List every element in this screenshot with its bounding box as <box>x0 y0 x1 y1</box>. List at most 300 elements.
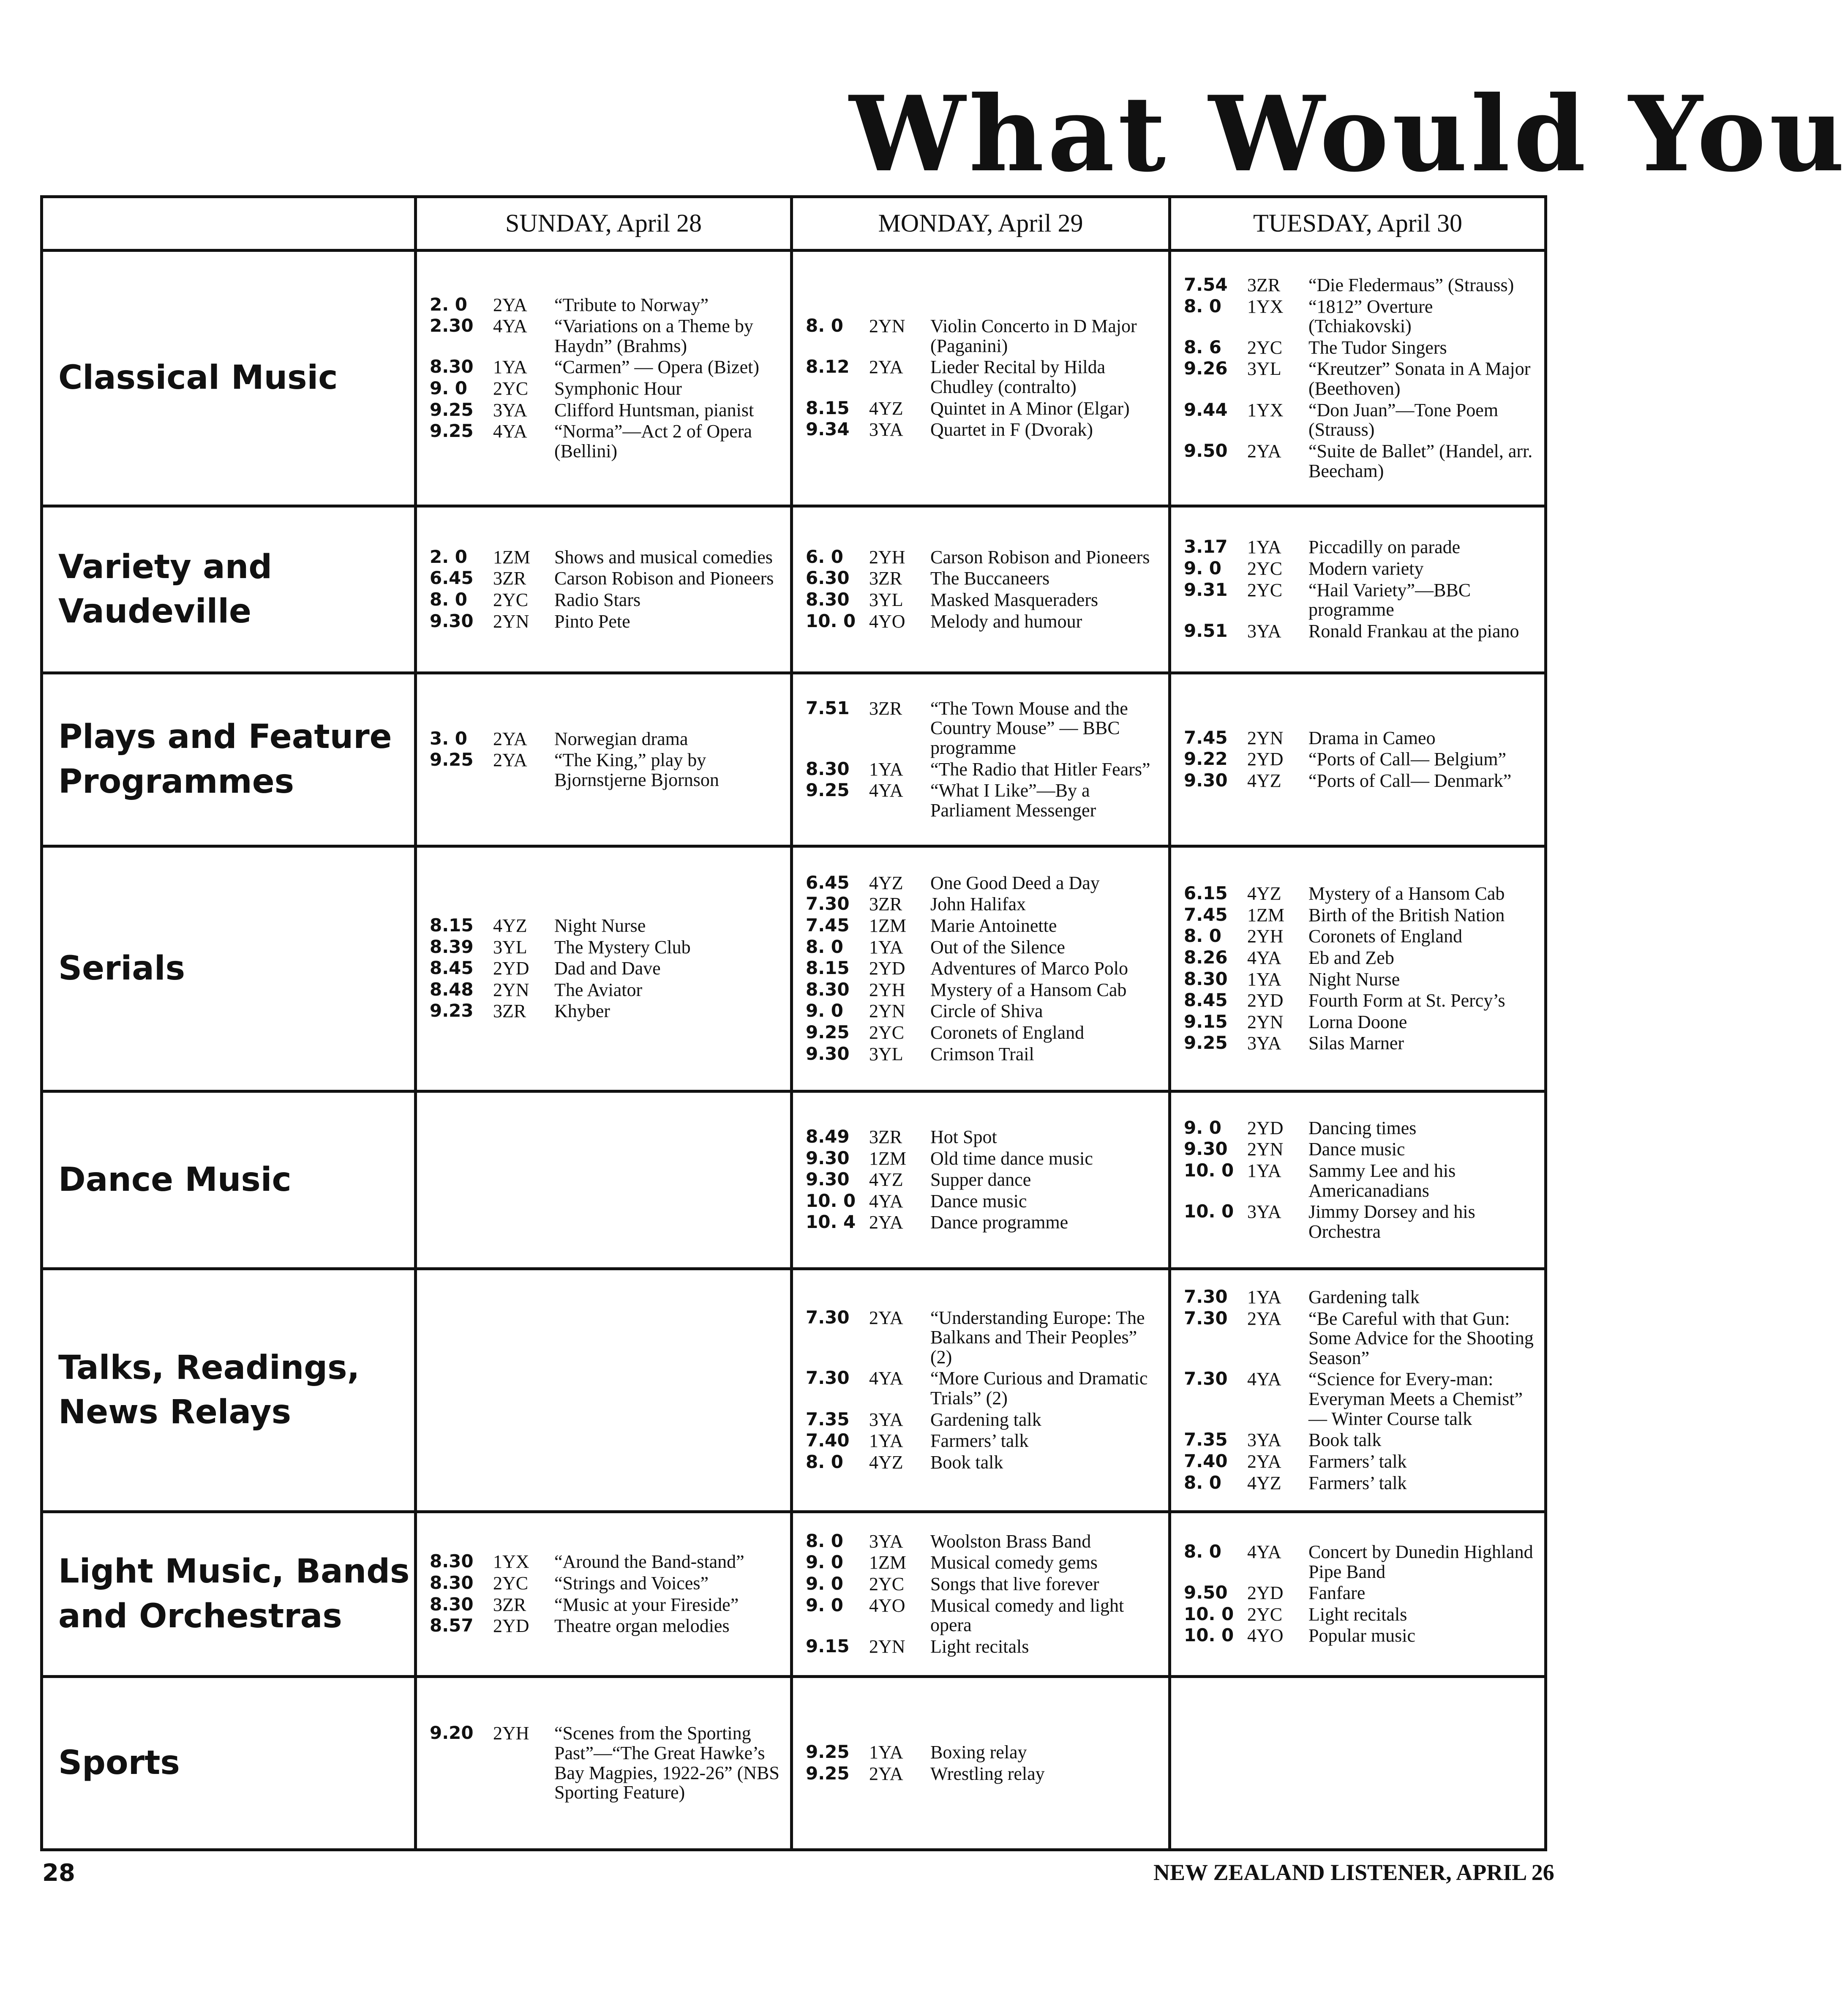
entry-description: Symphonic Hour <box>554 378 682 399</box>
entry-time: 10. 0 <box>806 610 856 631</box>
entry-time: 7.45 <box>1184 727 1228 748</box>
entry-description: “Ports of Call— Denmark” <box>1308 770 1512 791</box>
schedule-cell <box>1170 251 1546 506</box>
entry-description: “Scenes from the Sporting Past”—“The Great Hawke’s Bay Magpies, 1922-26” (NBS Sporting Feature) <box>554 1723 780 1803</box>
entry-station: 4YA <box>869 780 903 801</box>
programme-entry <box>1184 1430 1539 1450</box>
entry-description: “Suite de Ballet” (Handel, arr. Beecham) <box>1308 440 1533 481</box>
schedule-cell <box>792 673 1170 846</box>
programme-entry <box>1184 1034 1539 1053</box>
entry-time: 8.48 <box>430 979 474 1000</box>
programme-entry <box>1184 750 1539 769</box>
entry-station: 3ZR <box>869 1126 902 1147</box>
entry-station: 3ZR <box>493 1001 526 1022</box>
entry-description: “More Curious and Dramatic Trials” (2) <box>930 1368 1148 1408</box>
entry-time: 8. 0 <box>806 315 844 336</box>
programme-entry <box>806 1149 1163 1169</box>
entry-time: 3.17 <box>1184 536 1228 557</box>
entry-time: 8.30 <box>430 1551 474 1572</box>
entry-time: 9.25 <box>806 1022 850 1043</box>
entry-description: “The Radio that Hitler Fears” <box>930 759 1150 780</box>
entry-description: Gardening talk <box>1308 1286 1420 1307</box>
programme-entry <box>430 729 785 749</box>
entry-station: 2YC <box>1247 579 1283 600</box>
entry-description: Boxing relay <box>930 1741 1027 1763</box>
entry-description: Night Nurse <box>554 915 646 936</box>
entry-description: Dad and Dave <box>554 958 661 979</box>
entry-station: 1YA <box>869 1741 903 1763</box>
entry-description: Night Nurse <box>1308 969 1400 990</box>
programme-entry <box>1184 581 1539 620</box>
entry-time: 9. 0 <box>430 378 468 398</box>
schedule-cell <box>416 1269 792 1512</box>
category-label: Serials <box>42 846 416 1091</box>
entry-station: 2YN <box>1247 1139 1284 1160</box>
programme-entry <box>430 1595 785 1615</box>
entry-time: 9.30 <box>806 1043 850 1064</box>
programme-entry <box>1184 1202 1539 1242</box>
entry-station: 2YA <box>1247 1308 1281 1329</box>
entry-description: Ronald Frankau at the piano <box>1308 620 1519 641</box>
entry-station: 1ZM <box>1247 904 1284 925</box>
entry-description: Mystery of a Hansom Cab <box>930 979 1127 1000</box>
entry-time: 7.40 <box>806 1430 850 1451</box>
entry-time: 9.15 <box>806 1635 850 1656</box>
entry-description: “The King,” play by Bjornstjerne Bjornson <box>554 750 719 790</box>
programme-entry <box>1184 1161 1539 1201</box>
entry-station: 3YA <box>1247 620 1281 641</box>
category-row <box>42 1512 1546 1677</box>
entry-station: 2YA <box>1247 440 1281 461</box>
programme-entry <box>806 357 1163 397</box>
entry-time: 8.30 <box>430 356 474 377</box>
entry-time: 7.54 <box>1184 274 1228 295</box>
entry-time: 8. 0 <box>806 1530 844 1551</box>
programme-entry <box>806 1170 1163 1190</box>
entry-description: Light recitals <box>1308 1604 1407 1625</box>
entry-station: 1YX <box>1247 399 1284 420</box>
programme-entry <box>430 980 785 1000</box>
entry-time: 7.30 <box>1184 1368 1228 1389</box>
entry-time: 9.23 <box>430 1000 474 1021</box>
entry-station: 4YZ <box>1247 883 1281 904</box>
entry-description: Clifford Huntsman, pianist <box>554 399 754 420</box>
category-label: Sports <box>42 1677 416 1850</box>
category-label: Classical Music <box>42 251 416 506</box>
entry-time: 9.25 <box>806 1741 850 1762</box>
entry-station: 4YZ <box>869 1452 903 1473</box>
schedule-cell <box>416 1512 792 1677</box>
entry-station: 4YA <box>493 316 527 337</box>
category-row <box>42 1091 1546 1269</box>
entry-time: 7.30 <box>806 893 850 914</box>
entry-time: 9.26 <box>1184 358 1228 379</box>
programme-entry <box>430 295 785 315</box>
schedule-cell <box>792 1512 1170 1677</box>
entry-description: Birth of the British Nation <box>1308 904 1505 925</box>
entry-station: 4YO <box>869 1595 905 1616</box>
schedule-cell <box>416 1677 792 1850</box>
entry-station: 2YA <box>493 294 527 315</box>
entry-time: 6.45 <box>430 568 474 589</box>
programme-entry <box>430 1724 785 1803</box>
programme-entry <box>806 1369 1163 1408</box>
programme-entry <box>806 1045 1163 1064</box>
entry-description: Old time dance music <box>930 1148 1093 1169</box>
entry-description: “1812” Overture (Tchiakovski) <box>1308 296 1433 337</box>
entry-description: Lorna Doone <box>1308 1011 1407 1032</box>
entry-description: Lieder Recital by Hilda Chudley (contralto) <box>930 357 1106 397</box>
entry-station: 3YL <box>493 936 527 958</box>
entry-description: “Variations on a Theme by Haydn” (Brahms) <box>554 316 753 356</box>
entry-description: Modern variety <box>1308 558 1424 579</box>
entry-time: 8.45 <box>430 958 474 979</box>
programme-entry <box>806 916 1163 936</box>
entry-description: Shows and musical comedies <box>554 546 773 568</box>
schedule-cell <box>416 1091 792 1269</box>
entry-time: 9.22 <box>1184 748 1228 769</box>
entry-station: 2YN <box>1247 1011 1284 1032</box>
entry-station: 1YX <box>1247 296 1284 317</box>
programme-entry <box>1184 1542 1539 1582</box>
entry-time: 8. 0 <box>1184 925 1222 947</box>
programme-entry <box>806 317 1163 356</box>
entry-time: 9. 0 <box>806 1552 844 1573</box>
entry-station: 2YD <box>1247 990 1284 1011</box>
entry-time: 9.51 <box>1184 620 1228 641</box>
entry-station: 3YA <box>1247 1430 1281 1451</box>
programme-entry <box>1184 729 1539 748</box>
programme-entry <box>430 590 785 610</box>
entry-description: The Aviator <box>554 979 643 1000</box>
programme-entry <box>1184 1140 1539 1160</box>
entry-station: 2YN <box>493 979 529 1000</box>
entry-description: Gardening talk <box>930 1409 1041 1430</box>
entry-station: 2YH <box>869 979 905 1000</box>
entry-station: 2YA <box>493 750 527 771</box>
entry-station: 2YD <box>493 1615 529 1637</box>
programme-entry <box>430 938 785 958</box>
programme-entry <box>806 959 1163 979</box>
entry-station: 4YA <box>869 1190 903 1212</box>
schedule-cell <box>1170 673 1546 846</box>
programme-entry <box>806 1596 1163 1635</box>
entry-time: 9.30 <box>1184 769 1228 791</box>
entry-station: 4YA <box>869 1368 903 1389</box>
entry-station: 2YD <box>1247 1117 1284 1138</box>
entry-time: 3. 0 <box>430 728 468 749</box>
programme-entry <box>806 781 1163 820</box>
entry-description: The Tudor Singers <box>1308 337 1447 358</box>
programme-entry <box>430 1001 785 1021</box>
entry-station: 3YA <box>493 399 527 420</box>
entry-description: “Music at your Fireside” <box>554 1594 739 1615</box>
entry-time: 6.30 <box>806 568 850 589</box>
programme-entry <box>806 612 1163 632</box>
category-label: Variety and Vaudeville <box>42 506 416 673</box>
entry-description: “Be Careful with that Gun: Some Advice for the Shooting Season” <box>1308 1308 1534 1368</box>
entry-station: 4YZ <box>869 398 903 419</box>
entry-time: 10. 0 <box>806 1190 856 1211</box>
entry-station: 3YA <box>869 419 903 440</box>
entry-description: “Hail Variety”—BBC programme <box>1308 579 1471 620</box>
category-row <box>42 1677 1546 1850</box>
entry-station: 2YA <box>493 728 527 749</box>
entry-description: Theatre organ melodies <box>554 1615 730 1637</box>
column-header-monday: MONDAY, April 29 <box>792 197 1170 251</box>
entry-time: 10. 0 <box>1184 1625 1234 1646</box>
entry-station: 4YA <box>1247 1369 1281 1390</box>
programme-entry <box>806 1532 1163 1552</box>
entry-time: 8.30 <box>430 1594 474 1615</box>
entry-description: Norwegian drama <box>554 728 688 749</box>
entry-time: 8. 0 <box>1184 1541 1222 1562</box>
entry-station: 1YA <box>1247 969 1281 990</box>
entry-station: 3YA <box>1247 1201 1281 1222</box>
page-headline: What Would You <box>849 73 1848 195</box>
entry-time: 9.25 <box>430 420 474 442</box>
entry-time: 9. 0 <box>1184 1117 1222 1138</box>
entry-description: “What I Like”—By a Parliament Messenger <box>930 780 1096 821</box>
programme-entry <box>1184 1309 1539 1368</box>
entry-description: Popular music <box>1308 1625 1415 1646</box>
entry-time: 7.30 <box>1184 1286 1228 1307</box>
entry-station: 2YC <box>1247 1604 1283 1625</box>
entry-time: 6. 0 <box>806 546 844 567</box>
programme-entry <box>1184 884 1539 904</box>
entry-description: “Die Fledermaus” (Strauss) <box>1308 274 1514 295</box>
entry-station: 4YZ <box>493 915 527 936</box>
entry-time: 8. 0 <box>806 1451 844 1472</box>
entry-station: 1YA <box>1247 1286 1281 1307</box>
entry-time: 9.25 <box>430 399 474 420</box>
entry-time: 9.25 <box>806 1763 850 1784</box>
programme-entry <box>430 317 785 356</box>
entry-station: 3YL <box>869 589 903 610</box>
entry-time: 9.25 <box>1184 1032 1228 1053</box>
programme-entry <box>806 980 1163 1000</box>
entry-description: Musical comedy and light opera <box>930 1595 1124 1636</box>
entry-time: 10. 0 <box>1184 1603 1234 1624</box>
entry-description: Eb and Zeb <box>1308 947 1394 968</box>
programme-entry <box>1184 1119 1539 1138</box>
category-label: Light Music, Bands and Orchestras <box>42 1512 416 1677</box>
corner-cell <box>42 197 416 251</box>
entry-description: Khyber <box>554 1001 610 1022</box>
entry-description: Hot Spot <box>930 1126 997 1147</box>
entry-station: 3ZR <box>869 568 902 589</box>
category-row <box>42 506 1546 673</box>
programme-entry <box>1184 1583 1539 1603</box>
entry-description: Songs that live forever <box>930 1573 1099 1594</box>
programme-entry <box>806 1308 1163 1367</box>
entry-station: 2YH <box>869 546 905 568</box>
page-number: 28 <box>42 1859 75 1887</box>
entry-time: 8.57 <box>430 1615 474 1636</box>
entry-description: Wrestling relay <box>930 1763 1045 1784</box>
grid-header-row <box>42 197 1546 251</box>
schedule-cell <box>1170 1269 1546 1512</box>
publication-footer: NEW ZEALAND LISTENER, APRIL 26 <box>1153 1860 1554 1885</box>
programme-entry <box>806 1637 1163 1657</box>
entry-time: 7.30 <box>806 1307 850 1328</box>
entry-time: 7.45 <box>1184 904 1228 925</box>
entry-time: 9.30 <box>430 610 474 631</box>
programme-grid <box>40 195 1547 1851</box>
programme-entry <box>1184 442 1539 481</box>
entry-description: “Science for Every-man: Everyman Meets a Chemist” — Winter Course talk <box>1308 1369 1523 1429</box>
entry-station: 1ZM <box>493 546 530 568</box>
entry-station: 4YZ <box>1247 770 1281 791</box>
entry-description: “Norma”—Act 2 of Opera (Bellini) <box>554 421 752 461</box>
programme-entry <box>430 1574 785 1594</box>
programme-entry <box>806 1453 1163 1473</box>
entry-station: 2YN <box>869 316 905 337</box>
schedule-cell <box>1170 1512 1546 1677</box>
entry-description: “Don Juan”—Tone Poem (Strauss) <box>1308 399 1499 440</box>
entry-station: 2YH <box>1247 926 1284 947</box>
programme-entry <box>1184 906 1539 925</box>
programme-entry <box>806 1023 1163 1043</box>
entry-time: 8.15 <box>806 397 850 418</box>
entry-station: 2YA <box>869 357 903 378</box>
programme-entry <box>1184 276 1539 295</box>
schedule-cell <box>792 1269 1170 1512</box>
entry-time: 8. 0 <box>430 589 468 610</box>
entry-station: 4YA <box>493 421 527 442</box>
entry-description: Sammy Lee and his Americanadians <box>1308 1160 1456 1201</box>
entry-description: “Carmen” — Opera (Bizet) <box>554 357 759 378</box>
entry-station: 1ZM <box>869 1552 906 1573</box>
programme-entry <box>806 1213 1163 1233</box>
programme-entry <box>1184 297 1539 336</box>
entry-time: 8.15 <box>430 914 474 936</box>
entry-description: The Mystery Club <box>554 936 691 958</box>
entry-station: 4YZ <box>869 1169 903 1190</box>
entry-time: 8.12 <box>806 356 850 377</box>
programme-entry <box>1184 927 1539 947</box>
programme-entry <box>1184 771 1539 791</box>
entry-description: The Buccaneers <box>930 568 1050 589</box>
entry-time: 9.25 <box>430 749 474 770</box>
programme-entry <box>806 1553 1163 1573</box>
programme-entry <box>430 401 785 420</box>
category-row <box>42 846 1546 1091</box>
entry-station: 2YD <box>1247 1583 1284 1604</box>
entry-station: 2YC <box>493 1572 529 1594</box>
programme-entry <box>806 938 1163 958</box>
programme-entry <box>1184 970 1539 990</box>
programme-entry <box>806 1192 1163 1212</box>
schedule-cell <box>792 1091 1170 1269</box>
programme-entry <box>806 399 1163 419</box>
entry-description: Fourth Form at St. Percy’s <box>1308 990 1505 1011</box>
entry-station: 2YC <box>1247 558 1283 579</box>
programme-entry <box>1184 1473 1539 1493</box>
category-row <box>42 673 1546 846</box>
programme-entry <box>1184 338 1539 358</box>
entry-station: 2YN <box>493 611 529 632</box>
entry-time: 7.40 <box>1184 1450 1228 1471</box>
entry-station: 3YA <box>1247 1033 1281 1054</box>
entry-time: 10. 0 <box>1184 1201 1234 1222</box>
entry-time: 8.30 <box>1184 968 1228 989</box>
programme-entry <box>806 420 1163 440</box>
entry-description: One Good Deed a Day <box>930 872 1100 893</box>
category-label: Dance Music <box>42 1091 416 1269</box>
programme-entry <box>806 1410 1163 1430</box>
entry-station: 4YZ <box>869 872 903 893</box>
entry-description: Mystery of a Hansom Cab <box>1308 883 1505 904</box>
programme-entry <box>430 569 785 589</box>
programme-entry <box>806 1743 1163 1763</box>
entry-station: 3ZR <box>493 568 526 589</box>
entry-station: 2YN <box>869 1001 905 1022</box>
entry-station: 2YA <box>869 1307 903 1328</box>
entry-time: 8.30 <box>806 979 850 1000</box>
entry-time: 9.15 <box>1184 1011 1228 1032</box>
entry-description: “The Town Mouse and the Country Mouse” — BBC programme <box>930 698 1128 758</box>
entry-time: 8.39 <box>430 936 474 957</box>
entry-description: “Understanding Europe: The Balkans and Their Peoples” (2) <box>930 1307 1145 1367</box>
entry-time: 9. 0 <box>806 1573 844 1594</box>
entry-time: 8.49 <box>806 1126 850 1147</box>
category-row <box>42 1269 1546 1512</box>
entry-time: 9.25 <box>806 780 850 801</box>
entry-time: 9.34 <box>806 419 850 440</box>
entry-time: 8. 6 <box>1184 336 1222 357</box>
entry-station: 3YL <box>1247 358 1281 379</box>
programme-entry <box>1184 1370 1539 1429</box>
entry-description: Quartet in F (Dvorak) <box>930 419 1093 440</box>
entry-station: 4YO <box>869 611 905 632</box>
programme-entry <box>430 422 785 461</box>
programme-entry <box>1184 1605 1539 1625</box>
entry-time: 8.30 <box>806 589 850 610</box>
entry-description: Farmers’ talk <box>1308 1451 1407 1472</box>
entry-description: Carson Robison and Pioneers <box>554 568 774 589</box>
entry-description: Concert by Dunedin Highland Pipe Band <box>1308 1541 1533 1582</box>
programme-entry <box>1184 538 1539 557</box>
entry-description: Silas Marner <box>1308 1033 1404 1054</box>
entry-description: Adventures of Marco Polo <box>930 958 1128 979</box>
entry-description: Light recitals <box>930 1636 1029 1657</box>
programme-entry <box>806 569 1163 589</box>
entry-description: “Around the Band-stand” <box>554 1551 744 1572</box>
entry-time: 2. 0 <box>430 294 468 315</box>
entry-time: 7.51 <box>806 697 850 718</box>
entry-description: Crimson Trail <box>930 1043 1034 1064</box>
programme-entry <box>806 1001 1163 1021</box>
entry-station: 2YN <box>869 1636 905 1657</box>
programme-entry <box>806 1574 1163 1594</box>
programme-entry <box>430 548 785 568</box>
entry-time: 8.15 <box>806 958 850 979</box>
entry-time: 9.20 <box>430 1722 474 1744</box>
schedule-cell <box>416 251 792 506</box>
schedule-cell <box>792 251 1170 506</box>
entry-description: Radio Stars <box>554 589 641 610</box>
entry-description: Jimmy Dorsey and his Orchestra <box>1308 1201 1475 1242</box>
programme-entry <box>430 916 785 936</box>
entry-station: 3ZR <box>1247 274 1281 295</box>
programme-entry <box>1184 1288 1539 1307</box>
entry-time: 2. 0 <box>430 546 468 567</box>
entry-time: 8. 0 <box>1184 295 1222 317</box>
entry-station: 2YD <box>869 958 905 979</box>
entry-time: 8.30 <box>430 1572 474 1593</box>
entry-description: Book talk <box>1308 1430 1382 1451</box>
